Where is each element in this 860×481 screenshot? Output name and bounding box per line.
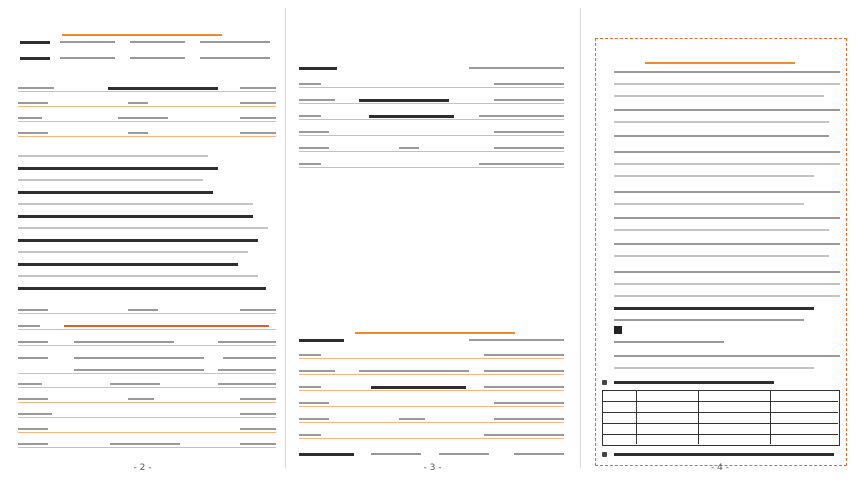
page-number: - 3 - xyxy=(423,463,442,473)
wednesday-worship-title xyxy=(355,312,515,334)
page-3-column xyxy=(285,0,580,481)
page-4-column xyxy=(580,0,860,481)
page-number: - 2 - xyxy=(133,463,152,473)
afternoon-worship-title xyxy=(340,38,530,58)
highlight-marker xyxy=(614,326,622,334)
page-4-title xyxy=(645,42,795,64)
page-number: - 4 - xyxy=(711,463,729,473)
page-2-title xyxy=(62,14,222,36)
page-2-column xyxy=(0,0,285,481)
